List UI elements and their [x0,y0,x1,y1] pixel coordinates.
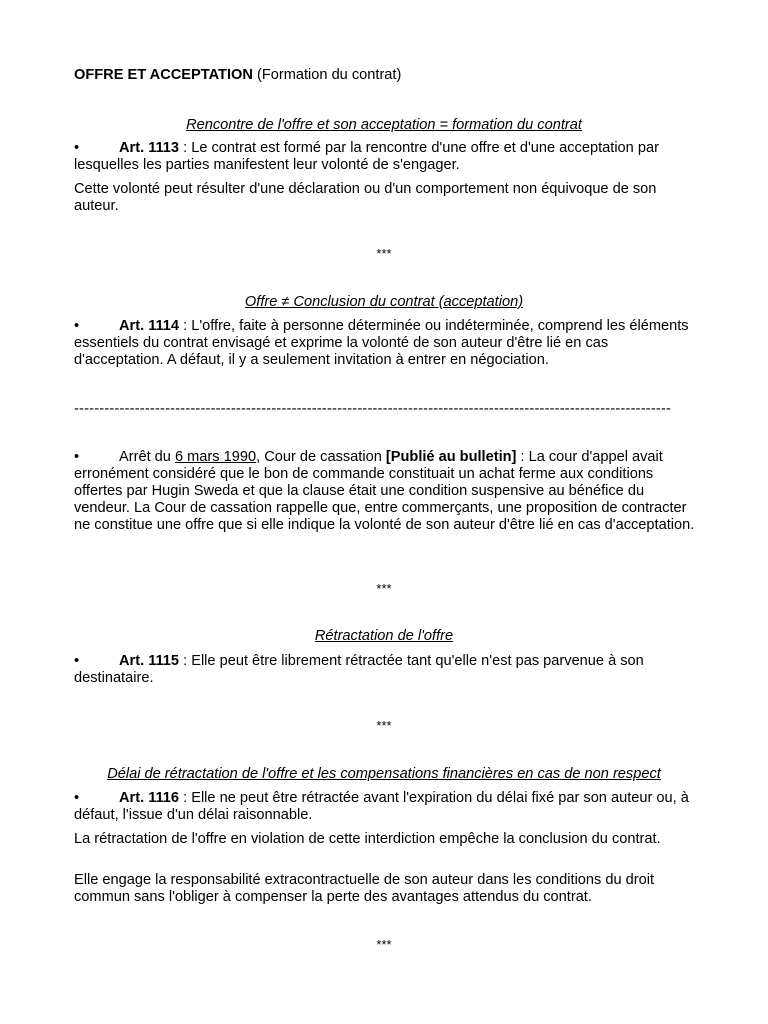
article-text: : Elle ne peut être rétractée avant l'expiration du délai fixé par son auteur ou, à défaut, l'issue d'un délai raisonnable. [74,790,689,823]
article-ref: Art. 1113 [119,140,180,156]
dash-divider: ---------------------------------------------------------------------------------------------------------------------- [74,401,672,417]
article-ref: Art. 1115 [119,653,180,669]
separator-stars: *** [376,246,392,261]
section-heading-delai: Délai de rétractation de l'offre et les compensations financières en cas de non respect [107,766,661,782]
arret-date: 6 mars 1990 [174,449,257,465]
section-heading-formation: Rencontre de l'offre et son acceptation = formation du contrat [186,117,582,133]
title-subtitle: (Formation du contrat) [252,67,402,83]
article-text: : L'offre, faite à personne déterminée ou indéterminée, comprend les éléments essentiels du contrat envisagé et exprime la volonté de son auteur d'être lié en cas d'acceptation. A défaut, il y a seulement invitation à entrer en négociation. [74,318,689,368]
bullet-marker: • [74,140,80,156]
title-main: OFFRE ET ACCEPTATION [74,67,253,83]
article-text: : Le contrat est formé par la rencontre d'une offre et d'une acceptation par lesquelles les parties manifestent leur volonté de s'engager. [74,140,659,173]
article-1113-paragraph-2: Cette volonté peut résulter d'une déclaration ou d'un comportement non équivoque de son auteur. [74,181,657,214]
article-ref: Art. 1114 [119,318,180,334]
document-title [74,67,696,84]
arret-text: : La cour d'appel avait erronément considéré que le bon de commande constituait un achat ferme aux conditions offertes par Hugin Sweda et que la clause était une condition suspensive au bénéfice du vendeur. La Cour de cassation rappelle que, entre commerçants, une proposition de contracter ne constitue une offre que si elle indique la volonté de son auteur d'être lié en cas d'acceptation. [74,449,695,533]
separator-stars: *** [376,937,392,952]
arret-paragraph [74,449,696,534]
article-text: : Elle peut être librement rétractée tant qu'elle n'est pas parvenue à son destinataire. [74,653,644,686]
article-1114-paragraph [74,318,696,369]
bullet-marker: • [74,790,80,806]
section-heading-offre: Offre ≠ Conclusion du contrat (acceptation) [244,294,524,310]
bullet-marker: • [74,318,80,334]
section-heading-retractation: Rétractation de l'offre [314,628,454,644]
separator-stars: *** [376,718,392,733]
article-1116-paragraph-3: Elle engage la responsabilité extracontractuelle de son auteur dans les conditions du droit commun sans l'obliger à compenser la perte des avantages attendus du contrat. [74,872,655,905]
article-1113-paragraph [74,140,696,174]
bullet-marker: • [74,449,80,465]
separator-stars: *** [376,581,392,596]
arret-lead: Arrêt du [119,449,175,465]
article-1115-paragraph [74,653,696,687]
arret-publication: [Publié au bulletin] [385,449,517,465]
bullet-marker: • [74,653,80,669]
article-1116-paragraph [74,790,696,824]
article-1116-paragraph-2: La rétractation de l'offre en violation de cette interdiction empêche la conclusion du contrat. [74,831,661,847]
article-ref: Art. 1116 [119,790,180,806]
arret-court: , Cour de cassation [256,449,386,465]
